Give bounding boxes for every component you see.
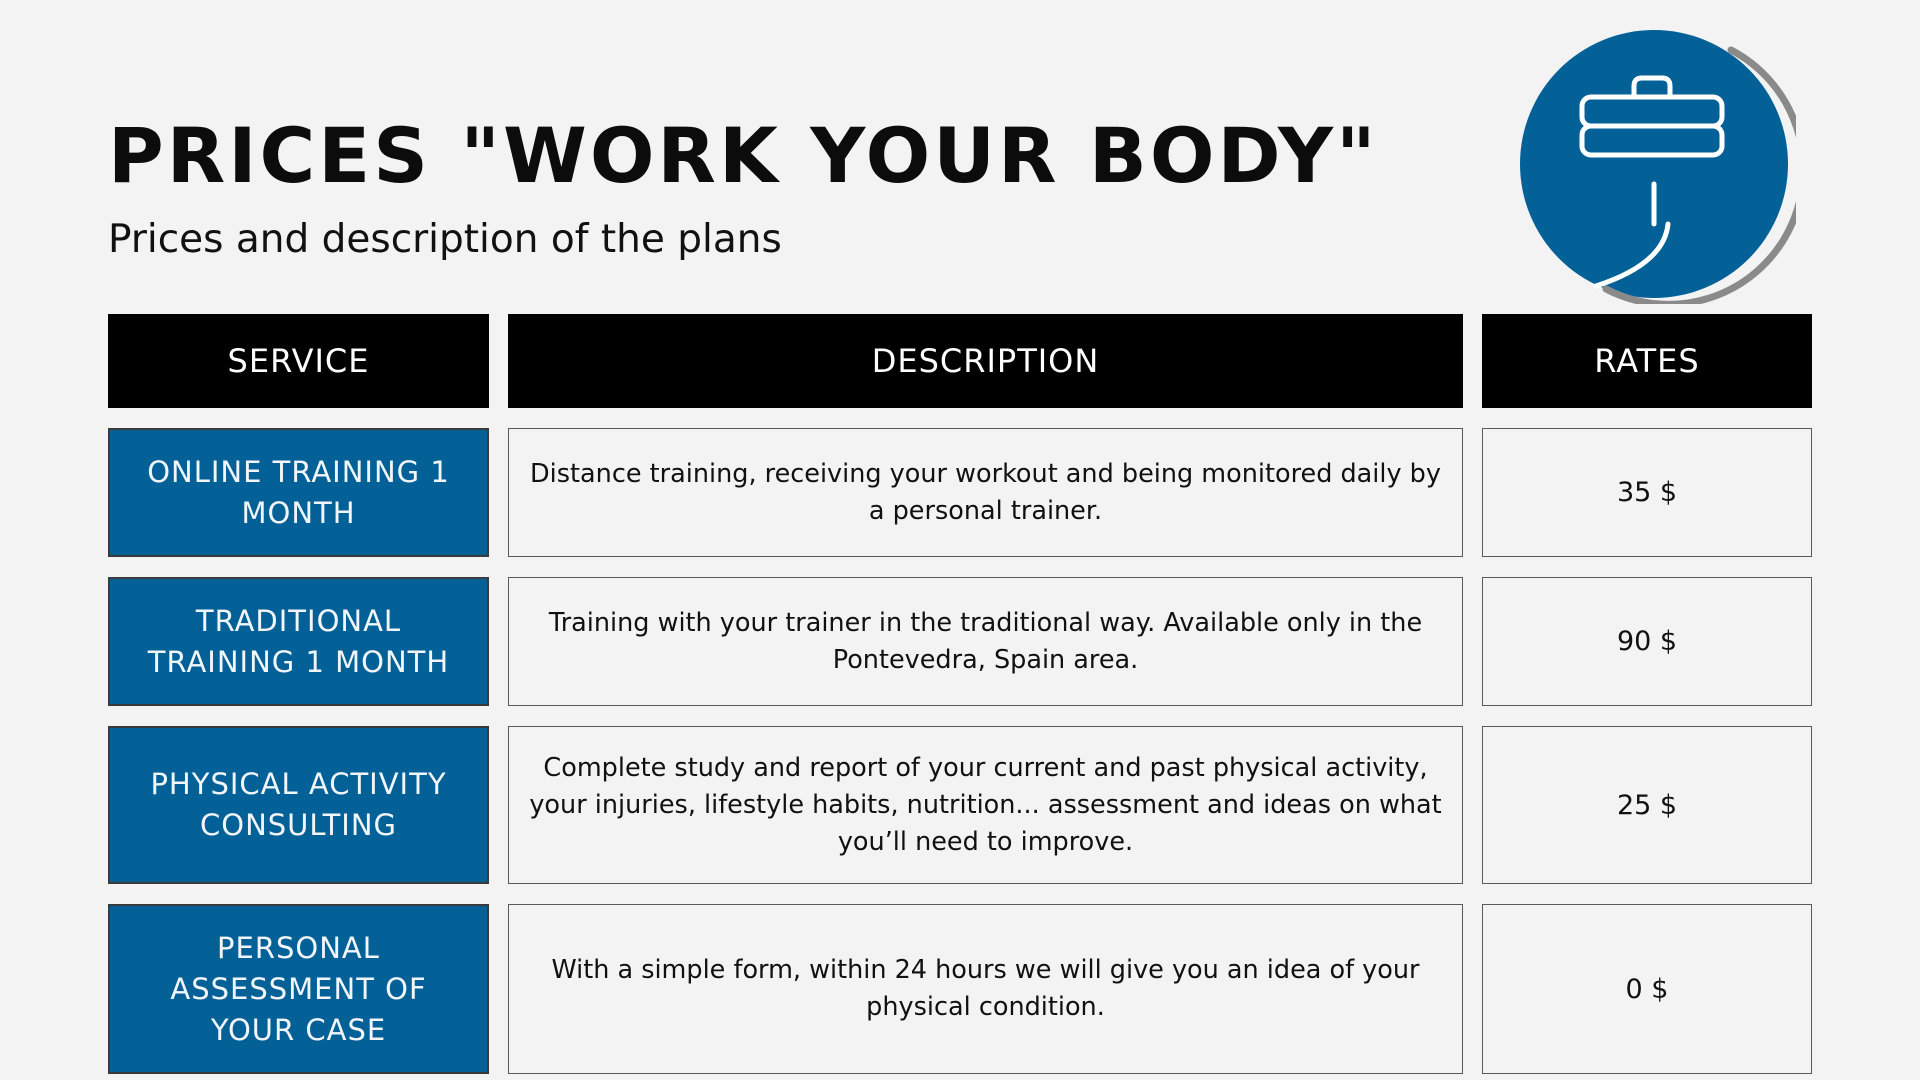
column-header-description: DESCRIPTION — [508, 314, 1463, 408]
description-cell: With a simple form, within 24 hours we will give you an idea of your physical condition. — [508, 904, 1463, 1074]
column-header-service: SERVICE — [108, 314, 489, 408]
rate-cell: 90 $ — [1482, 577, 1812, 706]
description-cell: Distance training, receiving your workout and being monitored daily by a personal trainer. — [508, 428, 1463, 557]
column-header-rates: RATES — [1482, 314, 1812, 408]
description-cell: Complete study and report of your current and past physical activity, your injuries, lifestyle habits, nutrition... assessment and ideas on what you’ll need to improve. — [508, 726, 1463, 884]
service-cell: PHYSICAL ACTIVITY CONSULTING — [108, 726, 489, 884]
page-subtitle: Prices and description of the plans — [108, 217, 782, 262]
service-cell: ONLINE TRAINING 1 MONTH — [108, 428, 489, 557]
kettlebell-weight-icon — [1516, 24, 1796, 304]
rate-cell: 25 $ — [1482, 726, 1812, 884]
page-title: PRICES "WORK YOUR BODY" — [108, 111, 1379, 200]
description-cell: Training with your trainer in the traditional way. Available only in the Pontevedra, Spain area. — [508, 577, 1463, 706]
service-cell: TRADITIONAL TRAINING 1 MONTH — [108, 577, 489, 706]
rate-cell: 35 $ — [1482, 428, 1812, 557]
logo-circle — [1520, 30, 1788, 298]
service-cell: PERSONAL ASSESSMENT OF YOUR CASE — [108, 904, 489, 1074]
rate-cell: 0 $ — [1482, 904, 1812, 1074]
